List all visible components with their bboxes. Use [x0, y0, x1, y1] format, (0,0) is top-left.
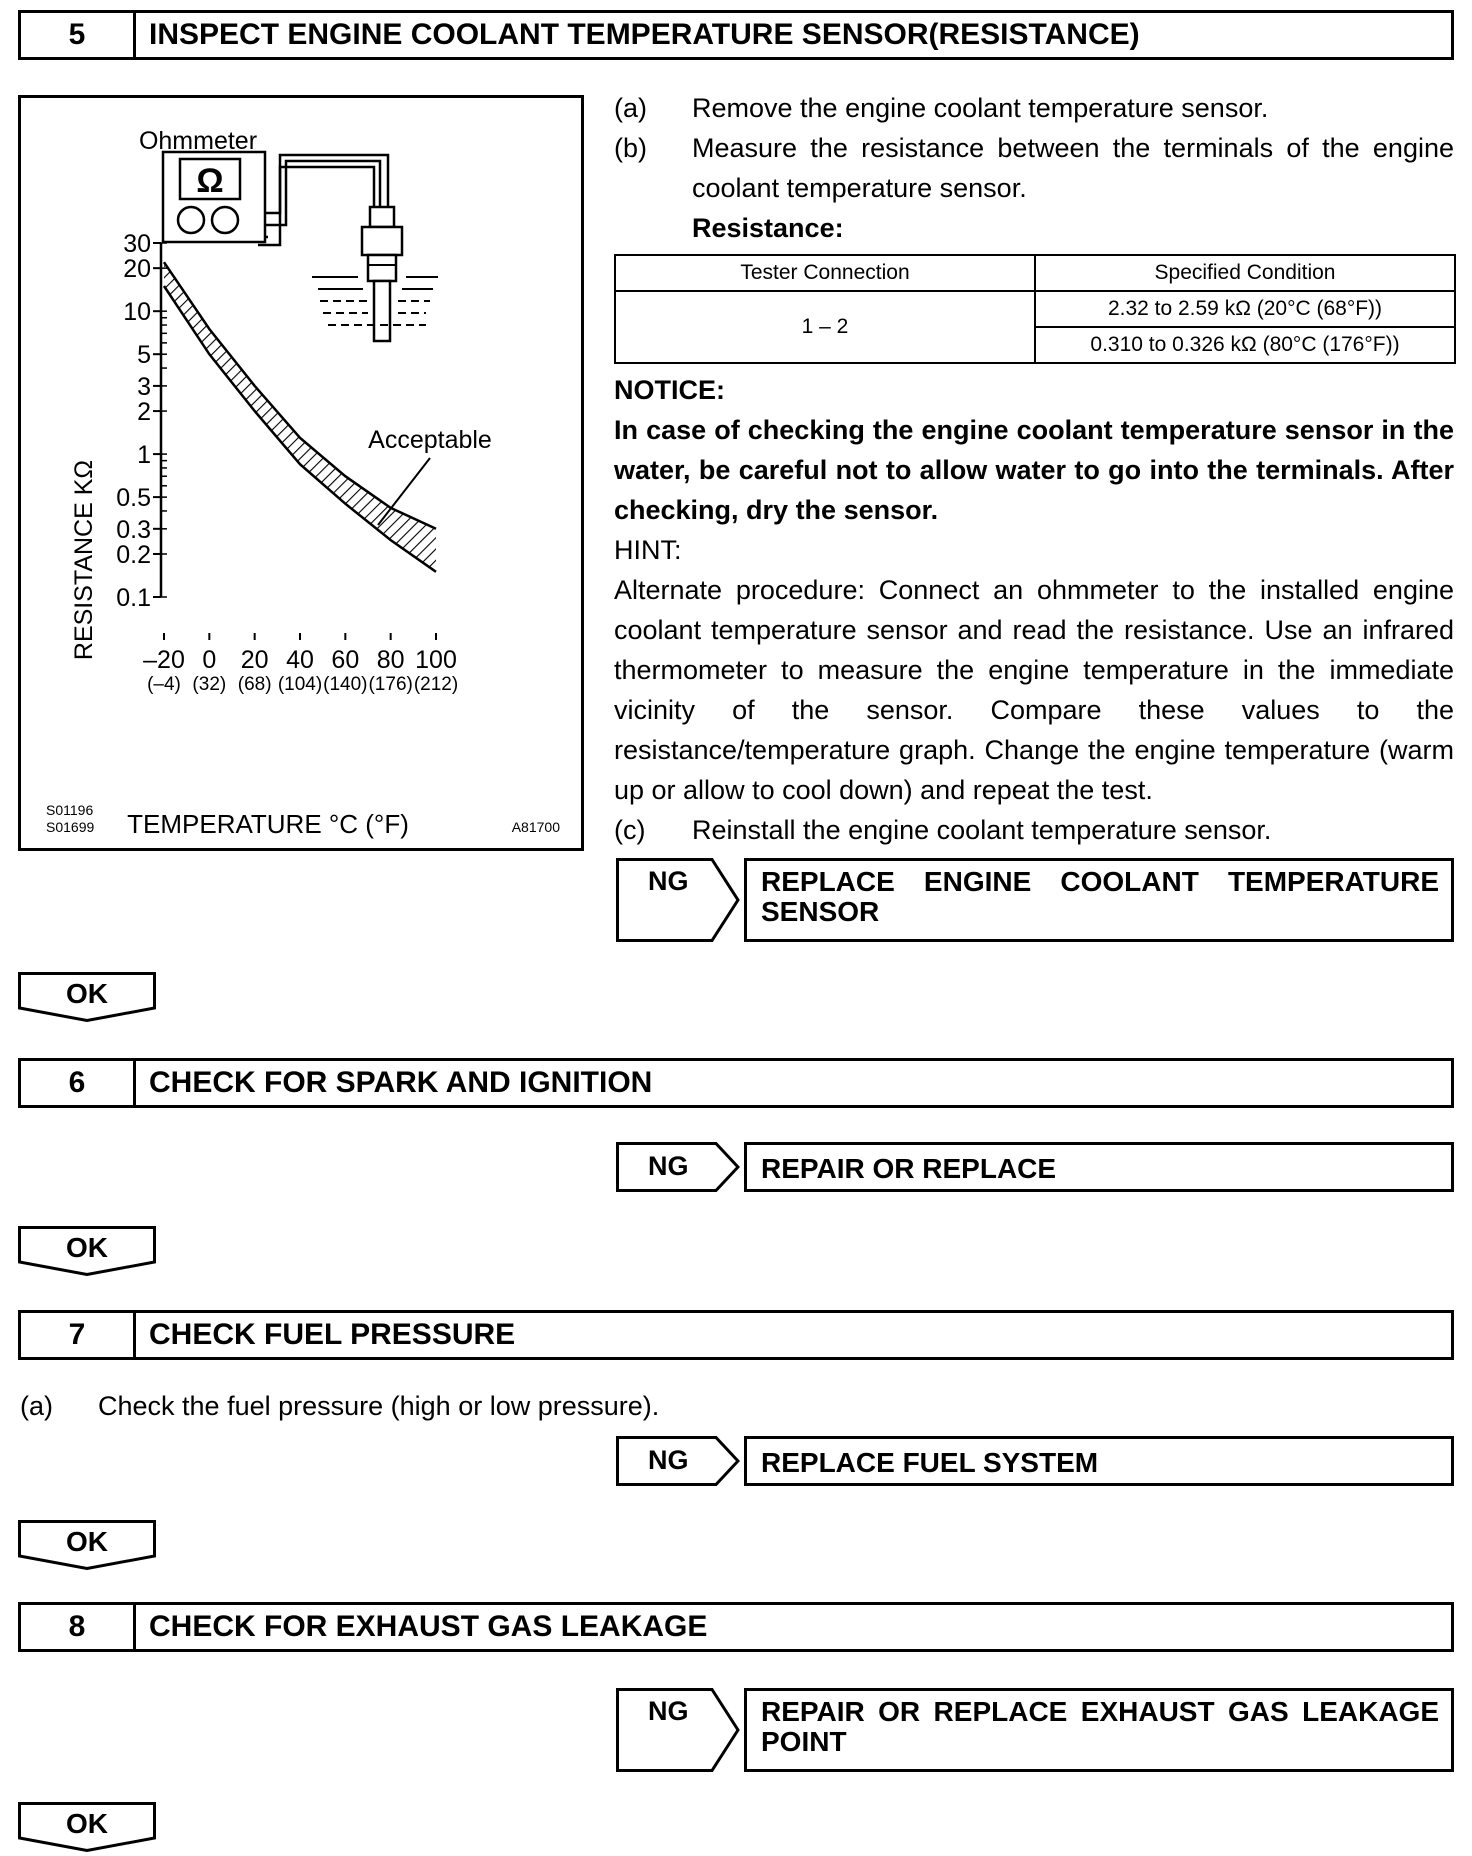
step-title: CHECK FUEL PRESSURE [149, 1318, 516, 1351]
upper-limit-curve [164, 262, 436, 529]
x-tick-label: 40 [286, 646, 314, 674]
ng-result-box [744, 1142, 1454, 1192]
ng-result-text: REPLACE ENGINE COOLANT TEMPERATURE SENSOR [761, 866, 1439, 927]
step-number: 6 [21, 1061, 136, 1105]
figure-code-2: S01699 [46, 819, 95, 835]
acceptable-band [164, 262, 436, 572]
figure-frame [20, 97, 583, 850]
step-a-label: (a) [20, 1391, 53, 1421]
y-tick-label: 0.2 [116, 540, 151, 569]
ng-result-box [744, 858, 1454, 942]
step-7-header [18, 1310, 1454, 1360]
y-tick-label: 10 [123, 298, 151, 327]
x-tick-label: 60 [331, 646, 360, 674]
table-header: Specified Condition [1035, 255, 1455, 291]
y-tick-label: 3 [137, 372, 151, 401]
hint-label: HINT: [614, 535, 682, 565]
acceptable-label: Acceptable [368, 426, 492, 454]
ok-label: OK [66, 1526, 108, 1557]
step-number: 7 [21, 1313, 136, 1357]
ok-label: OK [66, 1232, 108, 1263]
step-title: CHECK FOR SPARK AND IGNITION [149, 1066, 653, 1099]
y-tick-label: 0.3 [116, 515, 151, 544]
figure-code-right: A81700 [511, 819, 560, 835]
x-tick-label-f: (–4) [147, 674, 181, 695]
ohmmeter-icon [163, 152, 265, 242]
x-tick-label-f: (104) [277, 674, 323, 695]
ok-label: OK [66, 1808, 108, 1839]
y-tick-label: 0.5 [116, 484, 151, 513]
x-tick-label: 80 [376, 646, 405, 674]
ok-label: OK [66, 978, 108, 1009]
step-c-label: (c) [614, 815, 646, 845]
y-tick-label: 1 [137, 441, 151, 470]
x-tick-label: 0 [202, 646, 217, 674]
x-tick-label-f: (212) [413, 674, 459, 695]
table-cell-condition: 0.310 to 0.326 kΩ (80°C (176°F)) [1035, 327, 1455, 363]
y-tick-label: 20 [123, 255, 151, 284]
ohmmeter-label: Ohmmeter [138, 127, 258, 155]
ng-label: NG [648, 866, 689, 896]
step-b-text: Measure the resistance between the terminals of the engine coolant temperature sensor. [692, 133, 1454, 203]
resistance-temperature-chart [116, 230, 458, 695]
resistance-label: Resistance: [692, 213, 844, 243]
table-cell-connection: 1 – 2 [615, 291, 1035, 363]
ng-label: NG [648, 1696, 689, 1726]
step-a-label: (a) [614, 93, 647, 123]
y-tick-label: 30 [123, 230, 151, 258]
temperature-sensor-icon [362, 207, 402, 341]
table-header: Tester Connection [615, 255, 1035, 291]
x-tick-label-f: (32) [192, 674, 227, 695]
figure-code-1: S01196 [46, 802, 94, 818]
ng-label: NG [648, 1445, 689, 1475]
ohm-symbol: Ω [196, 162, 224, 200]
x-tick-label-f: (68) [237, 674, 272, 695]
ng-label: NG [648, 1151, 689, 1181]
x-tick-label-f: (176) [368, 674, 413, 695]
y-tick-label: 5 [137, 341, 151, 370]
resistance-spec-table [614, 254, 1456, 364]
table-cell-condition: 2.32 to 2.59 kΩ (20°C (68°F)) [1035, 291, 1455, 327]
x-tick-label: 100 [415, 646, 457, 674]
x-tick-label: 20 [240, 646, 269, 674]
step-number: 8 [21, 1605, 136, 1649]
step-8-header [18, 1602, 1454, 1652]
step-6-header [18, 1058, 1454, 1108]
step-a-text: Check the fuel pressure (high or low pressure). [98, 1391, 660, 1421]
step-b-label: (b) [614, 133, 647, 163]
step-a-text: Remove the engine coolant temperature sensor. [692, 93, 1269, 123]
step-number: 5 [21, 13, 136, 57]
coolant-sensor-figure [18, 95, 584, 851]
ng-result-text: REPAIR OR REPLACE EXHAUST GAS LEAKAGE POINT [761, 1696, 1439, 1757]
ng-result-text: REPLACE FUEL SYSTEM [761, 1447, 1099, 1478]
step-title: CHECK FOR EXHAUST GAS LEAKAGE [149, 1610, 708, 1643]
x-axis-label: TEMPERATURE °C (°F) [127, 809, 409, 839]
notice-text: In case of checking the engine coolant temperature sensor in the water, be careful not to allow water to go into the terminals. After checking, dry the sensor. [614, 415, 1454, 525]
notice-label: NOTICE: [614, 375, 725, 405]
ng-result-box [744, 1688, 1454, 1772]
step-5-header [18, 10, 1454, 60]
step-title: INSPECT ENGINE COOLANT TEMPERATURE SENSOR(RESISTANCE) [149, 18, 1140, 51]
step-c-text: Reinstall the engine coolant temperature sensor. [692, 815, 1272, 845]
y-tick-label: 0.1 [116, 584, 151, 612]
ng-result-text: REPAIR OR REPLACE [761, 1153, 1057, 1184]
ng-result-box [744, 1436, 1454, 1486]
y-axis-label: RESISTANCE KΩ [70, 459, 98, 661]
hint-text: Alternate procedure: Connect an ohmmeter to the installed engine coolant temperature sensor and read the resistance. Use an infrared thermometer to measure the engine temperature in the immediate vicinity of the sensor. Compare these values to the resistance/temperature graph. Change the engine temperature (warm up or allow to cool down) and repeat the test. [614, 575, 1454, 805]
y-tick-label: 2 [137, 398, 151, 427]
x-tick-label-f: (140) [323, 674, 368, 695]
x-tick-label: –20 [143, 646, 185, 674]
